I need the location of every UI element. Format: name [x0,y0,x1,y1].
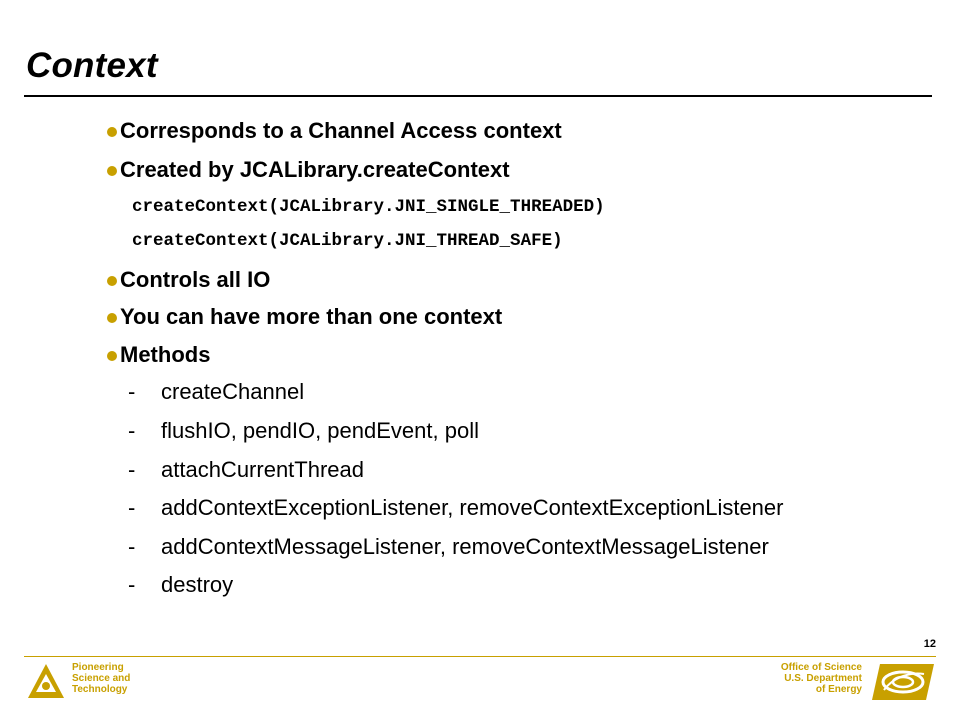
bullet-text: Created by JCALibrary.createContext [120,157,510,182]
footer-right-line: of Energy [815,684,862,695]
method-text: destroy [161,572,234,597]
method-text: flushIO, pendIO, pendEvent, poll [161,418,479,443]
bullet-dot-icon [107,313,117,323]
dash-marker: - [128,572,136,597]
footer-divider [24,656,936,657]
argonne-triangle-logo-icon [26,662,66,700]
bullet-dot-icon [107,166,117,176]
method-text: attachCurrentThread [161,457,364,482]
dash-marker: - [128,495,136,520]
bullet-text: You can have more than one context [120,304,503,329]
dash-marker: - [128,534,136,559]
bullet-dot-icon [107,276,117,286]
footer-left-tagline [72,662,130,695]
footer-left-line: Pioneering [72,662,124,673]
dash-marker: - [128,457,136,482]
method-text: addContextMessageListener, removeContextMessageListener [161,534,769,559]
code-text: createContext(JCALibrary.JNI_SINGLE_THREADED) [132,197,605,217]
method-text: addContextExceptionListener, removeContextExceptionListener [161,495,784,520]
slide-title: Context [26,46,158,85]
footer-right-line: Office of Science [780,662,862,673]
doe-office-of-science-logo-icon [872,662,934,702]
footer-left-line: Science and [72,673,131,684]
dash-marker: - [128,379,136,404]
code-text: createContext(JCALibrary.JNI_THREAD_SAFE) [132,231,563,251]
bullet-text: Methods [120,342,211,367]
dash-marker: - [128,418,136,443]
bullet-dot-icon [107,127,117,137]
bullet-dot-icon [107,351,117,361]
method-text: createChannel [161,379,305,404]
footer-right-tagline [781,662,862,695]
bullet-text: Corresponds to a Channel Access context [120,118,562,143]
footer-right-line: U.S. Department [784,673,862,684]
footer-left-line: Technology [72,684,128,695]
page-number: 12 [923,638,936,650]
bullet-text: Controls all IO [120,267,271,292]
